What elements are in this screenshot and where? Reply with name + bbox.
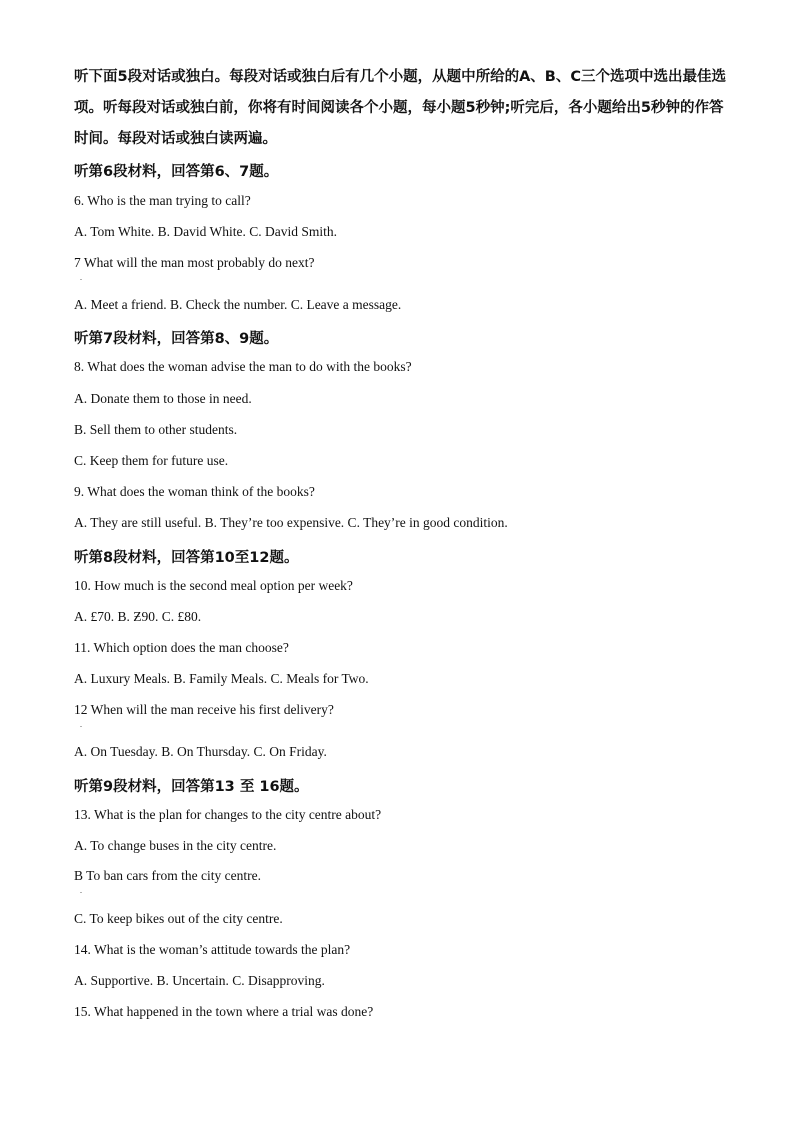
question-11: 11. Which option does the man choose? bbox=[74, 640, 289, 655]
question-13-option-c: C. To keep bikes out of the city centre. bbox=[74, 911, 283, 926]
question-9-options: A. They are still useful. B. They’re too expensive. C. They’re in good condition. bbox=[74, 515, 508, 530]
question-12-options: A. On Tuesday. B. On Thursday. C. On Friday. bbox=[74, 744, 327, 759]
question-8: 8. What does the woman advise the man to do with the books? bbox=[74, 359, 412, 374]
question-10: 10. How much is the second meal option per week? bbox=[74, 578, 353, 593]
question-7-options: A. Meet a friend. B. Check the number. C. Leave a message. bbox=[74, 297, 402, 312]
question-10-options: A. £70. B. Ƶ90. C. £80. bbox=[74, 609, 202, 624]
question-12: 12 When will the man receive his first delivery? bbox=[74, 702, 334, 717]
question-7: 7 What will the man most probably do next? bbox=[74, 255, 315, 270]
listening-instructions: 听下面5段对话或独白。每段对话或独白后有几个小题，从题中所给的A、B、C三个选项中选出最佳选项。听每段对话或独白前，你将有时间阅读各个小题，每小题5秒钟;听完后，各小题给出5秒钟的作答时间。每段对话或独白读两遍。 bbox=[74, 69, 727, 147]
question-14: 14. What is the woman’s attitude towards the plan? bbox=[74, 942, 351, 957]
question-8-option-b: B. Sell them to other students. bbox=[74, 422, 238, 437]
question-13: 13. What is the plan for changes to the city centre about? bbox=[74, 807, 382, 822]
question-13-option-a: A. To change buses in the city centre. bbox=[74, 838, 277, 853]
stray-mark: . bbox=[80, 273, 82, 282]
section-7-heading: 听第7段材料，回答第8、9题。 bbox=[74, 331, 279, 347]
section-8-heading: 听第8段材料，回答第10至12题。 bbox=[74, 550, 299, 566]
question-8-option-a: A. Donate them to those in need. bbox=[74, 391, 252, 406]
section-6-heading: 听第6段材料，回答第6、7题。 bbox=[74, 164, 279, 180]
question-11-options: A. Luxury Meals. B. Family Meals. C. Meals for Two. bbox=[74, 671, 369, 686]
question-14-options: A. Supportive. B. Uncertain. C. Disapproving. bbox=[74, 973, 325, 988]
question-15: 15. What happened in the town where a trial was done? bbox=[74, 1004, 374, 1019]
stray-mark: . bbox=[80, 886, 82, 895]
question-13-option-b: B To ban cars from the city centre. bbox=[74, 868, 261, 883]
question-9: 9. What does the woman think of the books? bbox=[74, 484, 315, 499]
question-8-option-c: C. Keep them for future use. bbox=[74, 453, 229, 468]
stray-mark: . bbox=[80, 720, 82, 729]
question-6-options: A. Tom White. B. David White. C. David Smith. bbox=[74, 224, 338, 239]
question-6: 6. Who is the man trying to call? bbox=[74, 193, 251, 208]
section-9-heading: 听第9段材料，回答第13 至 16题。 bbox=[74, 779, 309, 795]
